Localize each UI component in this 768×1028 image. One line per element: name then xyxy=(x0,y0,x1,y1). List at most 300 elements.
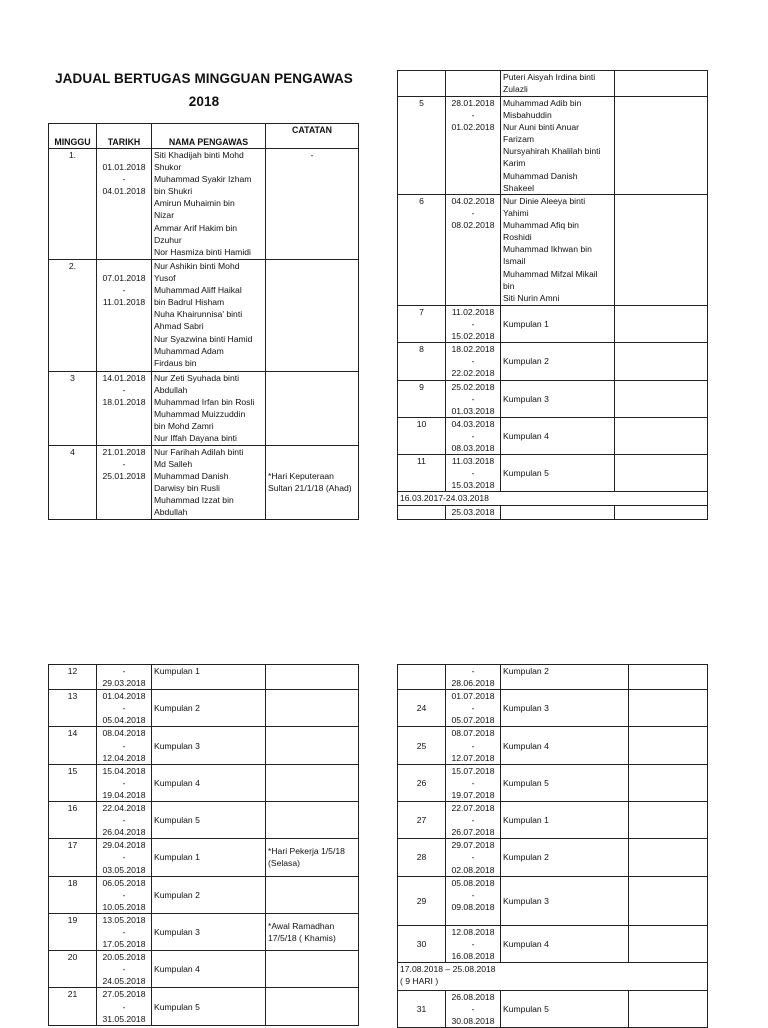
date-end: 08.03.2018 xyxy=(451,443,495,454)
remarks xyxy=(266,665,359,690)
prefect-names xyxy=(501,306,615,343)
group-name: Kumpulan 4 xyxy=(501,925,629,962)
prefect-name: Amirun Muhaimin bin xyxy=(154,198,235,209)
date-dash: - xyxy=(471,703,475,714)
prefect-name: bin Shukri xyxy=(154,186,193,197)
date-dash: - xyxy=(122,1001,126,1012)
remarks xyxy=(266,372,359,446)
date-dash: - xyxy=(122,964,126,975)
week-number: 16 xyxy=(49,802,97,839)
spacer xyxy=(268,446,356,458)
remarks xyxy=(629,802,708,839)
date-start: 13.05.2018 xyxy=(102,914,146,925)
date-end: 31.05.2018 xyxy=(102,1013,146,1024)
date-dash: - xyxy=(122,385,126,396)
date-dash: - xyxy=(471,319,475,330)
date-range xyxy=(97,839,152,876)
table-row xyxy=(49,764,359,801)
date-start: 08.07.2018 xyxy=(451,728,495,739)
table-row xyxy=(398,665,708,690)
group-name: Kumpulan 5 xyxy=(501,990,629,1027)
remarks xyxy=(629,839,708,876)
week-number: 27 xyxy=(398,802,446,839)
spacer xyxy=(268,458,356,470)
week-number: 28 xyxy=(398,839,446,876)
date-dash: - xyxy=(471,356,475,367)
prefect-name: Ammar Arif Hakim bin xyxy=(154,222,238,233)
holiday-break-days: ( 9 HARI ) xyxy=(400,975,439,986)
date-dash: - xyxy=(122,174,126,185)
week-number: 1. xyxy=(49,149,97,260)
remarks xyxy=(266,149,359,260)
prefect-names xyxy=(501,343,615,380)
prefect-names xyxy=(152,149,266,260)
prefect-name: Yahimi xyxy=(503,208,529,219)
week-number xyxy=(398,71,446,97)
week-number: 10 xyxy=(398,417,446,454)
week-number: 5 xyxy=(398,97,446,195)
date-range xyxy=(446,839,501,876)
remarks xyxy=(615,97,708,195)
prefect-name: Nor Hasmiza binti Hamidi xyxy=(154,246,251,257)
prefect-name: bin Badrul Hisham xyxy=(154,297,225,308)
date-start: 15.04.2018 xyxy=(102,765,146,776)
prefect-names xyxy=(501,455,615,492)
prefect-names xyxy=(501,71,615,97)
remarks-text: *Hari Keputeraan Sultan 21/1/18 (Ahad) xyxy=(268,471,352,494)
week-number: 17 xyxy=(49,839,97,876)
date-end: 19.07.2018 xyxy=(451,789,495,800)
week-number: 11 xyxy=(398,455,446,492)
table-row xyxy=(398,380,708,417)
group-name: Kumpulan 4 xyxy=(152,764,266,801)
table-row break xyxy=(398,492,708,506)
prefect-name: Abdullah xyxy=(154,385,188,396)
prefect-name: Nur Auni binti Anuar xyxy=(503,122,579,133)
date-end: 19.04.2018 xyxy=(102,789,146,800)
group-name: Kumpulan 1 xyxy=(503,319,549,330)
table-row xyxy=(49,260,359,372)
prefect-name: Yusof xyxy=(154,273,176,284)
date-start: 11.02.2018 xyxy=(451,307,495,317)
date-start: 01.01.2018 xyxy=(102,162,146,173)
remarks xyxy=(615,380,708,417)
week-number: 7 xyxy=(398,306,446,343)
date-start: 25.02.2018 xyxy=(451,381,495,392)
date-dash: - xyxy=(122,777,126,788)
header-minggu: MINGGU xyxy=(49,124,97,149)
date-end: 15.02.2018 xyxy=(451,331,495,342)
date-start: 08.04.2018 xyxy=(102,728,146,739)
prefect-name: Abdullah xyxy=(154,507,188,518)
prefect-names xyxy=(152,372,266,446)
prefect-name: Nur Dinie Aleeya binti xyxy=(503,196,586,206)
table-row xyxy=(398,506,708,519)
prefect-names xyxy=(501,506,615,519)
date-dash: - xyxy=(471,740,475,751)
date-dash: - xyxy=(471,889,475,900)
date-start: 29.07.2018 xyxy=(451,840,495,851)
date-end: 16.08.2018 xyxy=(451,950,495,961)
date-dash: - xyxy=(122,285,126,296)
date-start: 01.04.2018 xyxy=(102,691,146,702)
prefect-name: Ismail xyxy=(503,256,526,267)
prefect-name: Nur Syazwina binti Hamid xyxy=(154,333,253,344)
prefect-name: Darwisy bin Rusli xyxy=(154,483,220,494)
week-number: 26 xyxy=(398,764,446,801)
week-number: 13 xyxy=(49,690,97,727)
prefect-name: Muhammad Ikhwan bin xyxy=(503,244,592,255)
date-end: 05.07.2018 xyxy=(451,715,495,726)
remarks xyxy=(615,506,708,519)
week-number: 25 xyxy=(398,727,446,764)
remarks xyxy=(615,455,708,492)
group-name: Kumpulan 3 xyxy=(152,913,266,950)
date-range xyxy=(97,260,152,372)
date-start: 20.05.2018 xyxy=(102,952,146,963)
remarks xyxy=(615,417,708,454)
table-row xyxy=(49,988,359,1025)
date-end: 12.07.2018 xyxy=(451,752,495,763)
date-range xyxy=(446,71,501,97)
prefect-names xyxy=(501,195,615,306)
date-range xyxy=(97,446,152,520)
prefect-name: Zulazli xyxy=(503,84,528,95)
date-start: 21.01.2018 xyxy=(102,447,146,457)
group-name: Kumpulan 5 xyxy=(152,988,266,1025)
date-range xyxy=(97,372,152,446)
prefect-name: Nuha Khairunnisa' binti xyxy=(154,309,243,320)
date-range xyxy=(97,764,152,801)
prefect-name: Shukor xyxy=(154,162,182,173)
schedule-table-weeks-12-21 xyxy=(48,664,359,1026)
prefect-name: Muhammad Danish xyxy=(154,471,229,482)
prefect-name: Farizam xyxy=(503,134,535,145)
remarks xyxy=(629,690,708,727)
date-end: 30.08.2018 xyxy=(451,1016,495,1027)
date-end: 10.05.2018 xyxy=(102,901,146,912)
date-start: 28.01.2018 xyxy=(451,98,495,108)
table-row xyxy=(398,306,708,343)
date-end: 15.03.2018 xyxy=(451,480,495,491)
week-number: 6 xyxy=(398,195,446,306)
header-nama: NAMA PENGAWAS xyxy=(152,124,266,149)
prefect-name: Shakeel xyxy=(503,182,535,193)
date-range xyxy=(446,727,501,764)
date-start: 04.03.2018 xyxy=(451,418,495,429)
group-name: Kumpulan 3 xyxy=(501,690,629,727)
prefect-name: Ahmad Sabri xyxy=(154,321,204,332)
date-dash: - xyxy=(122,703,126,714)
group-name: Kumpulan 3 xyxy=(152,727,266,764)
remarks xyxy=(629,876,708,925)
date-range xyxy=(446,690,501,727)
table-row xyxy=(398,876,708,925)
date-dash: - xyxy=(471,430,475,441)
date-start: 06.05.2018 xyxy=(102,877,146,888)
date-end: 04.01.2018 xyxy=(102,186,146,197)
date-range xyxy=(97,876,152,913)
remarks xyxy=(266,951,359,988)
table-row xyxy=(398,802,708,839)
remarks xyxy=(615,343,708,380)
remarks xyxy=(629,764,708,801)
prefect-name: Nur Ashikin binti Mohd xyxy=(154,261,240,271)
date-dash: - xyxy=(471,777,475,788)
date-range xyxy=(97,951,152,988)
remarks xyxy=(266,260,359,372)
date-start: 04.02.2018 xyxy=(451,196,495,206)
date-range xyxy=(446,97,501,195)
date-start: 22.07.2018 xyxy=(451,803,495,814)
group-name: Kumpulan 1 xyxy=(501,802,629,839)
week-number: 14 xyxy=(49,727,97,764)
table-row break xyxy=(398,962,708,990)
spacer xyxy=(99,149,149,161)
date-range xyxy=(97,727,152,764)
date-range xyxy=(446,380,501,417)
table-row xyxy=(49,839,359,876)
date-end: 01.03.2018 xyxy=(451,405,495,416)
table-row xyxy=(49,690,359,727)
prefect-name: Nur Zeti Syuhada binti xyxy=(154,373,240,383)
date-range xyxy=(446,990,501,1027)
prefect-name: Muhammad Mifzal Mikail xyxy=(503,268,598,279)
remarks xyxy=(629,990,708,1027)
date-end: 29.03.2018 xyxy=(102,678,146,689)
remarks xyxy=(266,446,359,520)
week-number: 8 xyxy=(398,343,446,380)
date-dash: - xyxy=(122,740,126,751)
prefect-name: Muhammad Muizzuddin xyxy=(154,409,246,420)
date-dash: - xyxy=(471,852,475,863)
date-dash: - xyxy=(122,815,126,826)
date-start: 14.01.2018 xyxy=(102,373,146,383)
date-start: 01.07.2018 xyxy=(451,691,495,702)
page-title-year: 2018 xyxy=(188,94,220,109)
remarks-text: - xyxy=(310,150,314,160)
week-number: 21 xyxy=(49,988,97,1025)
table-row xyxy=(49,913,359,950)
group-name: Kumpulan 4 xyxy=(152,951,266,988)
date-dash: - xyxy=(122,459,126,470)
week-number: 4 xyxy=(49,446,97,520)
schedule-table-weeks-1-4 xyxy=(48,123,359,520)
group-name: Kumpulan 2 xyxy=(152,690,266,727)
remarks xyxy=(615,195,708,306)
table-row xyxy=(398,71,708,97)
date-dash: - xyxy=(122,926,126,937)
remarks xyxy=(615,306,708,343)
date-start: 11.03.2018 xyxy=(451,456,495,467)
prefect-name: Muhammad Danish xyxy=(503,170,578,181)
table-row xyxy=(398,839,708,876)
date-dash: - xyxy=(122,666,126,676)
group-name: Kumpulan 2 xyxy=(501,839,629,876)
table-row xyxy=(49,727,359,764)
date-range xyxy=(446,455,501,492)
date-end: 18.01.2018 xyxy=(102,397,146,408)
date-range xyxy=(446,876,501,925)
date-range xyxy=(446,195,501,306)
remarks xyxy=(266,727,359,764)
date-dash: - xyxy=(471,938,475,949)
holiday-break xyxy=(398,962,708,990)
date-start: 05.08.2018 xyxy=(451,877,495,888)
week-number xyxy=(398,506,446,519)
header-catatan: CATATAN xyxy=(266,124,359,149)
table-row xyxy=(398,925,708,962)
prefect-name: Muhammad Adib bin xyxy=(503,98,582,108)
date-range xyxy=(446,764,501,801)
date-range xyxy=(446,306,501,343)
remarks xyxy=(629,665,708,690)
date-dash: - xyxy=(471,468,475,479)
date-range xyxy=(97,690,152,727)
prefect-name: Nur Iffah Dayana binti xyxy=(154,433,237,444)
prefect-names xyxy=(501,380,615,417)
table-row xyxy=(49,665,359,690)
remarks xyxy=(266,988,359,1025)
table-row xyxy=(49,149,359,260)
prefect-name: Muhammad Aliff Haikal xyxy=(154,285,242,296)
date-dash: - xyxy=(471,110,475,121)
group-name: Kumpulan 3 xyxy=(503,393,549,404)
date-end: 11.01.2018 xyxy=(102,297,146,308)
table-row xyxy=(49,372,359,446)
remarks xyxy=(615,71,708,97)
prefect-name: Roshidi xyxy=(503,232,532,243)
spacer xyxy=(99,260,149,272)
date-start: 29.04.2018 xyxy=(102,840,146,851)
date-dash: - xyxy=(471,393,475,404)
remarks: *Hari Pekerja 1/5/18 (Selasa) xyxy=(266,839,359,876)
prefect-names xyxy=(501,417,615,454)
remarks xyxy=(266,802,359,839)
date-range xyxy=(446,802,501,839)
date-start: 07.01.2018 xyxy=(102,273,146,284)
table-row xyxy=(398,727,708,764)
date-end: 24.05.2018 xyxy=(102,976,146,987)
prefect-name: Siti Khadijah binti Mohd xyxy=(154,150,244,160)
remarks xyxy=(266,690,359,727)
group-name: Kumpulan 4 xyxy=(501,727,629,764)
date-range xyxy=(446,925,501,962)
date-range xyxy=(97,802,152,839)
date-end: 26.07.2018 xyxy=(451,827,495,838)
date-end: 05.04.2018 xyxy=(102,715,146,726)
page-title-line1: JADUAL BERTUGAS MINGGUAN PENGAWAS xyxy=(55,71,353,86)
week-number: 15 xyxy=(49,764,97,801)
remarks xyxy=(629,727,708,764)
week-number: 12 xyxy=(49,665,97,690)
date-end: 12.04.2018 xyxy=(102,752,146,763)
date-start: 12.08.2018 xyxy=(451,926,495,937)
prefect-name: Karim xyxy=(503,158,526,169)
prefect-name: Md Salleh xyxy=(154,459,193,470)
holiday-break-dates: 17.08.2018 – 25.08.2018 xyxy=(400,963,496,974)
prefect-names xyxy=(152,446,266,520)
group-name: Kumpulan 2 xyxy=(501,665,629,690)
prefect-name: Muhammad Irfan bin Rosli xyxy=(154,397,255,408)
group-name: Kumpulan 3 xyxy=(501,876,629,925)
date-range xyxy=(97,988,152,1025)
week-number: 24 xyxy=(398,690,446,727)
prefect-name: Muhammad Izzat bin xyxy=(154,495,234,506)
table-row xyxy=(398,990,708,1027)
date-start: 25.03.2018 xyxy=(446,506,501,519)
table-row xyxy=(398,690,708,727)
prefect-name: Dzuhur xyxy=(154,234,182,245)
week-number: 3 xyxy=(49,372,97,446)
date-start: 15.07.2018 xyxy=(451,765,495,776)
remarks: *Awal Ramadhan 17/5/18 ( Khamis) xyxy=(266,913,359,950)
date-range xyxy=(446,665,501,690)
date-end: 01.02.2018 xyxy=(451,122,495,133)
prefect-name: Nizar xyxy=(154,210,175,221)
holiday-break: 16.03.2017-24.03.2018 xyxy=(398,492,708,506)
date-end: 22.02.2018 xyxy=(451,368,495,379)
group-name: Kumpulan 4 xyxy=(503,430,549,441)
date-end: 28.06.2018 xyxy=(451,678,495,689)
schedule-table-weeks-24-31 xyxy=(397,664,708,1028)
prefect-names xyxy=(501,97,615,195)
week-number: 20 xyxy=(49,951,97,988)
header-tarikh: TARIKH xyxy=(97,124,152,149)
prefect-name: Muhammad Afiq bin xyxy=(503,220,579,231)
date-end: 02.08.2018 xyxy=(451,864,495,875)
date-end: 17.05.2018 xyxy=(102,939,146,950)
week-number xyxy=(398,665,446,690)
week-number: 18 xyxy=(49,876,97,913)
week-number: 30 xyxy=(398,925,446,962)
table-row xyxy=(398,764,708,801)
date-start: 26.08.2018 xyxy=(451,991,495,1002)
prefect-name: Siti Nurin Amni xyxy=(503,292,560,303)
remarks xyxy=(629,925,708,962)
date-dash: - xyxy=(471,666,475,676)
date-start: 22.04.2018 xyxy=(102,803,146,814)
date-start: 27.05.2018 xyxy=(102,989,146,1000)
table-row xyxy=(398,343,708,380)
prefect-name: Muhammad Syakir Izham xyxy=(154,174,252,185)
table-row xyxy=(49,446,359,520)
date-range xyxy=(97,149,152,260)
date-end: 25.01.2018 xyxy=(102,471,146,482)
group-name: Kumpulan 1 xyxy=(152,839,266,876)
table-row xyxy=(398,455,708,492)
table-row xyxy=(398,195,708,306)
prefect-name: Nursyahirah Khalilah binti xyxy=(503,146,601,157)
date-end: 26.04.2018 xyxy=(102,827,146,838)
prefect-name: bin xyxy=(503,280,515,291)
remarks xyxy=(266,876,359,913)
date-dash: - xyxy=(471,208,475,219)
week-number: 2. xyxy=(49,260,97,372)
prefect-name: Puteri Aisyah Irdina binti xyxy=(503,72,596,82)
date-end: 08.02.2018 xyxy=(451,220,495,231)
group-name: Kumpulan 5 xyxy=(501,764,629,801)
remarks xyxy=(266,764,359,801)
date-range xyxy=(446,417,501,454)
table-row xyxy=(49,951,359,988)
date-dash: - xyxy=(471,1003,475,1014)
prefect-name: bin Mohd Zamri xyxy=(154,421,214,432)
group-name: Kumpulan 1 xyxy=(152,665,266,690)
date-range xyxy=(97,913,152,950)
prefect-name: Firdaus bin xyxy=(154,357,197,368)
prefect-name: Muhammad Adam xyxy=(154,345,224,356)
